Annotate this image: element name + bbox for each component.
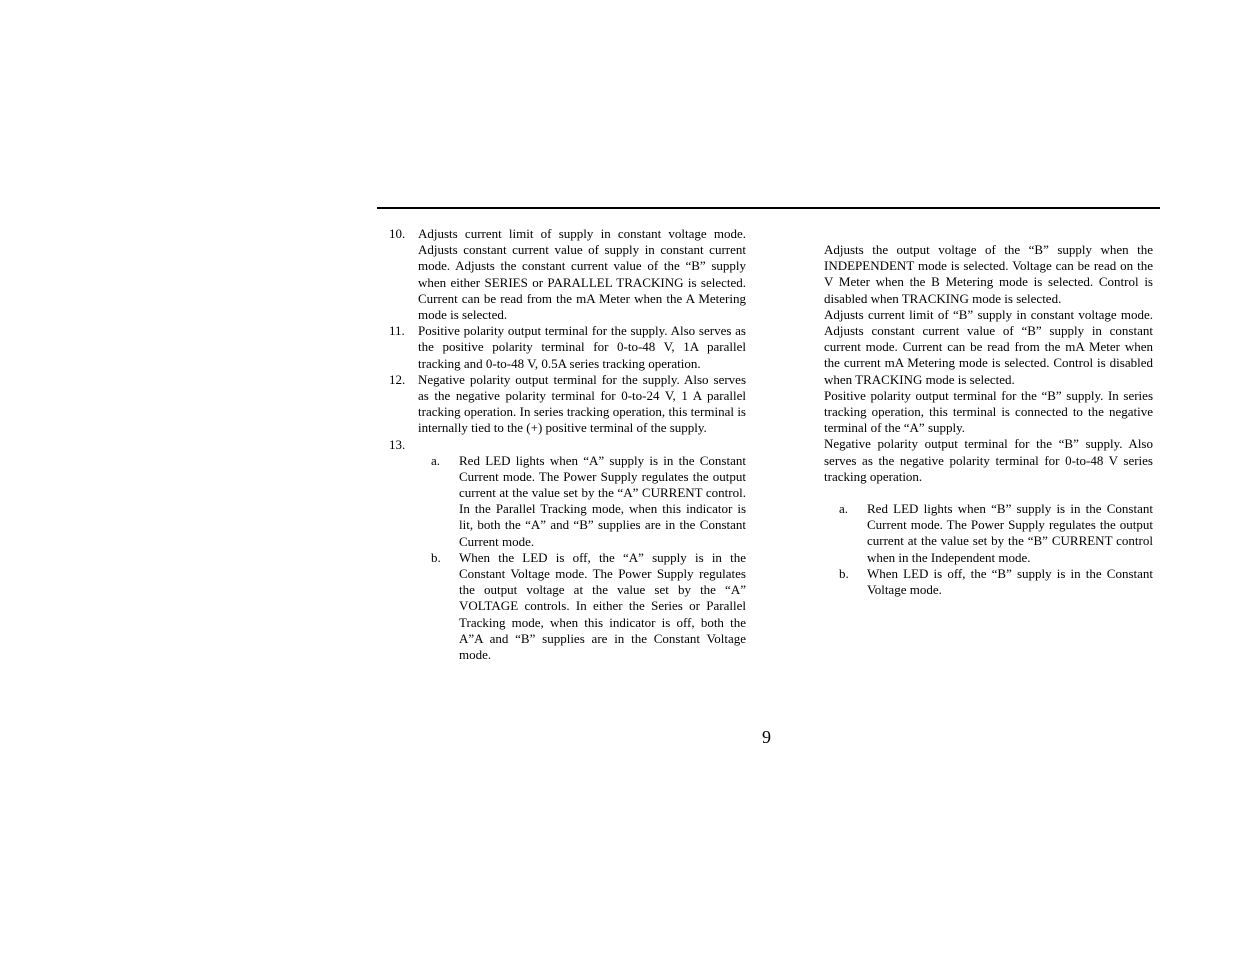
paragraph: Adjusts current limit of “B” supply in constant voltage mode. Adjusts constant current value of “B” supply in constant current mode. Current can be read from the mA Meter when the current mA Metering mode is selected. Control is disabled when TRACKING mode is selected. <box>824 306 1153 387</box>
sub-item-letter: b. <box>431 549 441 565</box>
item-text: Adjusts current limit of supply in constant voltage mode. Adjusts constant current value of supply in constant current mode. Adjusts the constant current value of the “B” supply when either SERIES or PARALLEL TRACKING is selected. Current can be read from the mA Meter when the A Metering mode is selected. <box>418 226 746 323</box>
sub-item-text: When LED is off, the “B” supply is in the Constant Voltage mode. <box>867 565 1153 598</box>
sub-item-letter: a. <box>431 452 441 468</box>
list-item <box>389 323 746 372</box>
header-rule <box>377 207 1160 209</box>
list-item <box>389 372 746 437</box>
item-number: 10. <box>389 226 406 241</box>
item-number: 12. <box>389 371 406 387</box>
sub-item-text: Red LED lights when “B” supply is in the Constant Current mode. The Power Supply regulates the output current at the value set by the “B” CURRENT control when in the Independent mode. <box>867 501 1153 565</box>
paragraph: Adjusts the output voltage of the “B” supply when the INDEPENDENT mode is selected. Voltage can be read on the V Meter when the B Metering mode is selected. Control is disabled when TRACKING mode is selected. <box>824 242 1153 306</box>
item-number: 11. <box>389 323 405 339</box>
page-number: 9 <box>762 727 771 747</box>
left-column <box>389 226 746 663</box>
sub-item-letter: a. <box>839 501 849 517</box>
sub-item <box>824 566 1153 598</box>
paragraph: Negative polarity output terminal for the “B” supply. Also serves as the negative polarity terminal for 0-to-48 V series tracking operation. <box>824 436 1153 484</box>
sub-item <box>389 453 746 550</box>
item-text: Positive polarity output terminal for the supply. Also serves as the positive polarity terminal for 0-to-48 V, 1A parallel tracking and 0-to-48 V, 0.5A series tracking operation. <box>418 323 746 371</box>
list-item <box>389 226 746 323</box>
sub-item <box>389 550 746 663</box>
sub-item <box>824 501 1153 566</box>
sub-item-text: Red LED lights when “A” supply is in the Constant Current mode. The Power Supply regulates the output current at the value set by the “A” CURRENT control. In the Parallel Tracking mode, when this indicator is lit, both the “A” and “B” supplies are in the Constant Current mode. <box>459 452 746 549</box>
item-number: 13. <box>389 436 406 452</box>
item-text: Negative polarity output terminal for the supply. Also serves as the negative polarity terminal for 0-to-24 V, 1 A parallel tracking operation. In series tracking operation, this terminal is internally tied to the (+) positive terminal of the supply. <box>418 371 746 436</box>
list-item <box>389 437 746 453</box>
spacer <box>824 485 1153 501</box>
sub-item-text: When the LED is off, the “A” supply is in the Constant Voltage mode. The Power Supply regulates the output voltage at the value set by the “A” VOLTAGE controls. In either the Series or Parallel Tracking mode, when this indicator is off, both the A”A and “B” supplies are in the Constant Voltage mode. <box>459 549 746 663</box>
right-column <box>824 242 1153 598</box>
sub-item-letter: b. <box>839 565 849 581</box>
paragraph: Positive polarity output terminal for the “B” supply. In series tracking operation, this terminal is connected to the negative terminal of the “A” supply. <box>824 387 1153 436</box>
